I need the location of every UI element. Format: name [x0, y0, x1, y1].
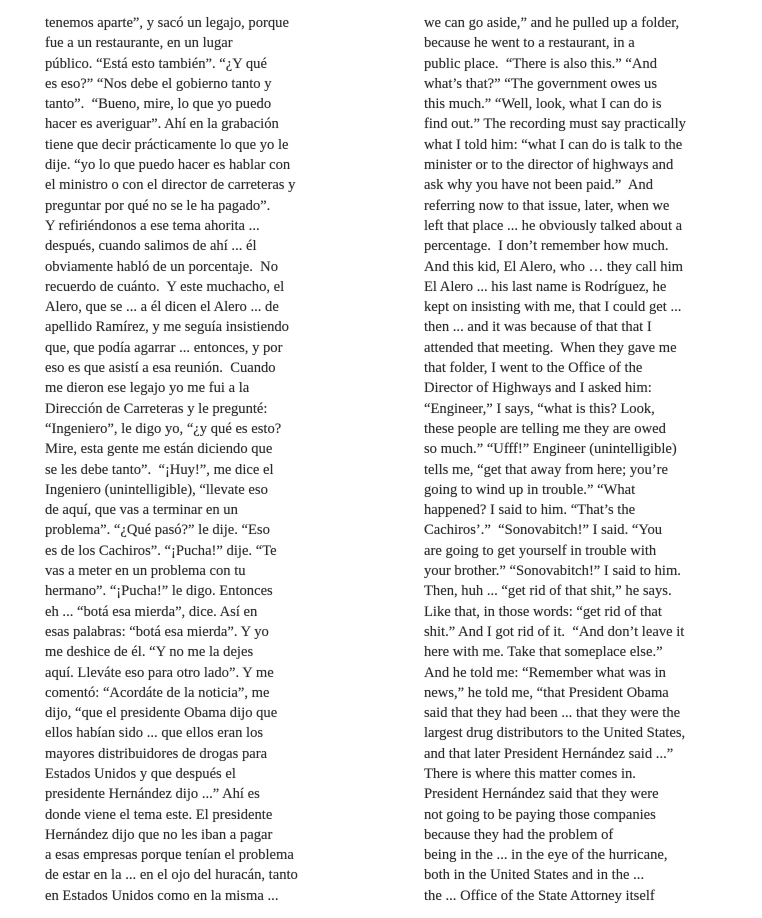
text-line: because they had the problem of — [424, 826, 614, 843]
text-line: what I told him: “what I can do is talk to the — [424, 136, 683, 153]
text-line: aquí. Llevátе eso para otro lado”. Y me — [45, 664, 274, 681]
text-line: donde viene el tema este. El presidente — [45, 806, 273, 823]
text-line: Then, huh ... “get rid of that shit,” he says. — [424, 583, 672, 600]
text-line: esas palabras: “botá esa mierda”. Y yo — [45, 623, 269, 640]
text-line: eh ... “botá esa mierda”, dice. Así en — [45, 603, 258, 620]
text-line: es de los Cachiros”. “¡Pucha!” dije. “Te — [45, 542, 277, 559]
text-line: left that place ... he obviously talked about a — [424, 217, 683, 234]
text-line: problema”. “¿Qué pasó?” le dije. “Eso — [45, 522, 270, 539]
text-line: because he went to a restaurant, in a — [424, 35, 635, 52]
text-line: Ingeniero (unintelligible), “llevate eso — [45, 481, 268, 498]
text-line: percentage. I don’t remember how much. — [424, 238, 669, 255]
text-line: es eso?” “Nos debe el gobierno tanto y — [45, 75, 272, 92]
text-line: here with me. Take that someplace else.” — [424, 644, 663, 661]
text-line: dijo, “que el presidente Obama dijo que — [45, 705, 278, 722]
text-line: being in the ... in the eye of the hurricane, — [424, 847, 668, 864]
text-line: me dieron ese legajo yo me fui a la — [45, 380, 250, 397]
text-line: said that they had been ... that they were the — [424, 705, 681, 722]
text-line: And this kid, El Alero, who … they call him — [424, 258, 684, 275]
text-line: de estar en la ... en el ojo del huracán, tanto — [45, 867, 298, 884]
spanish-text-column — [45, 13, 377, 906]
text-line: el ministro o con el director de carreteras y — [45, 177, 296, 194]
text-line: not going to be paying those companies — [424, 806, 656, 823]
text-line: public place. “There is also this.” “And — [424, 55, 658, 72]
text-line: are going to get yourself in trouble with — [424, 542, 657, 559]
text-line: Director of Highways and I asked him: — [424, 380, 652, 397]
text-line: Hernández dijo que no les iban a pagar — [45, 826, 273, 843]
text-line: me deshice de él. “Y no me la dejes — [45, 644, 254, 661]
text-line: público. “Está esto también”. “¿Y qué — [45, 55, 267, 72]
text-line: a esas empresas porque tenían el problema — [45, 847, 294, 864]
text-line: obviamente habló de un porcentaje. No — [45, 258, 279, 275]
text-line: Cachiros’.” “Sonovabitch!” I said. “You — [424, 522, 663, 539]
text-line: largest drug distributors to the United States, — [424, 725, 686, 742]
text-line: And he told me: “Remember what was in — [424, 664, 666, 681]
text-line: find out.” The recording must say practically — [424, 116, 686, 133]
text-line: vas a meter en un problema con tu — [45, 563, 246, 580]
text-line: hacer es averiguar”. Ahí en la grabación — [45, 116, 279, 133]
text-line: que, que podía agarrar ... entonces, y por — [45, 339, 283, 356]
text-line: the ... Office of the State Attorney itself — [424, 887, 655, 904]
text-line: ask why you have not been paid.” And — [424, 177, 653, 194]
text-line: tells me, “get that away from here; you’re — [424, 461, 668, 478]
text-line: what’s that?” “The government owes us — [424, 75, 658, 92]
text-line: Like that, in those words: “get rid of that — [424, 603, 662, 620]
text-line: fue a un restaurante, en un lugar — [45, 35, 233, 52]
text-line: dije. “yo lo que puedo hacer es hablar con — [45, 157, 291, 174]
text-line: that folder, I went to the Office of the — [424, 360, 643, 377]
text-line: this much.” “Well, look, what I can do is — [424, 96, 662, 113]
text-line: en Estados Unidos como en la misma ... — [45, 887, 279, 904]
text-line: news,” he told me, “that President Obama — [424, 684, 669, 701]
text-line: and that later President Hernández said ...” — [424, 745, 674, 762]
text-line: después, cuando salimos de ahí ... él — [45, 238, 257, 255]
text-line: eso es que asistí a esa reunión. Cuando — [45, 360, 276, 377]
text-line: hermano”. “¡Pucha!” le digo. Entonces — [45, 583, 273, 600]
text-line: kept on insisting with me, that I could get ... — [424, 299, 682, 316]
text-line: ellos habían sido ... que ellos eran los — [45, 725, 264, 742]
text-line: “Engineer,” I says, “what is this? Look, — [424, 400, 655, 417]
text-line: going to wind up in trouble.” “What — [424, 481, 636, 498]
text-line: apellido Ramírez, y me seguía insistiendo — [45, 319, 289, 336]
text-line: minister or to the director of highways and — [424, 157, 674, 174]
text-line: both in the United States and in the ... — [424, 867, 645, 884]
text-line: preguntar por qué no se le ha pagado”. — [45, 197, 271, 214]
text-line: shit.” And I got rid of it. “And don’t leave it — [424, 623, 685, 640]
text-line: “Ingeniero”, le digo yo, “¿y qué es esto? — [45, 420, 282, 437]
english-text-column — [424, 13, 756, 906]
text-line: There is where this matter comes in. — [424, 765, 636, 782]
text-line: attended that meeting. When they gave me — [424, 339, 677, 356]
text-line: we can go aside,” and he pulled up a folder, — [424, 15, 680, 31]
text-line: Alero, que se ... a él dicen el Alero ... de — [45, 299, 279, 316]
text-line: tanto”. “Bueno, mire, lo que yo puedo — [45, 96, 272, 113]
text-line: your brother.” “Sonovabitch!” I said to him. — [424, 563, 681, 580]
text-line: se les debe tanto”. “¡Huy!”, me dice el — [45, 461, 274, 478]
text-line: tenemos aparte”, y sacó un legajo, porque — [45, 15, 289, 31]
text-line: El Alero ... his last name is Rodríguez, he — [424, 278, 667, 295]
text-line: de aquí, que vas a terminar en un — [45, 502, 238, 519]
text-line: tiene que decir prácticamente lo que yo le — [45, 136, 289, 153]
text-line: these people are telling me they are owed — [424, 420, 666, 437]
text-line: so much.” “Ufff!” Engineer (unintelligible) — [424, 441, 677, 458]
text-line: comentó: “Acordáte de la noticia”, me — [45, 684, 270, 701]
text-line: mayores distribuidores de drogas para — [45, 745, 268, 762]
text-line: Y refiriéndonos a ese tema ahorita ... — [45, 217, 260, 234]
text-line: then ... and it was because of that that I — [424, 319, 652, 336]
text-line: referring now to that issue, later, when we — [424, 197, 670, 214]
text-line: Estados Unidos y que después el — [45, 765, 236, 782]
text-line: recuerdo de cuánto. Y este muchacho, el — [45, 278, 285, 295]
text-line: Dirección de Carreteras y le pregunté: — [45, 400, 268, 417]
text-line: presidente Hernández dijo ...” Ahí es — [45, 786, 260, 803]
text-line: happened? I said to him. “That’s the — [424, 502, 636, 519]
text-line: President Hernández said that they were — [424, 786, 659, 803]
text-line: Mire, esta gente me están diciendo que — [45, 441, 273, 458]
